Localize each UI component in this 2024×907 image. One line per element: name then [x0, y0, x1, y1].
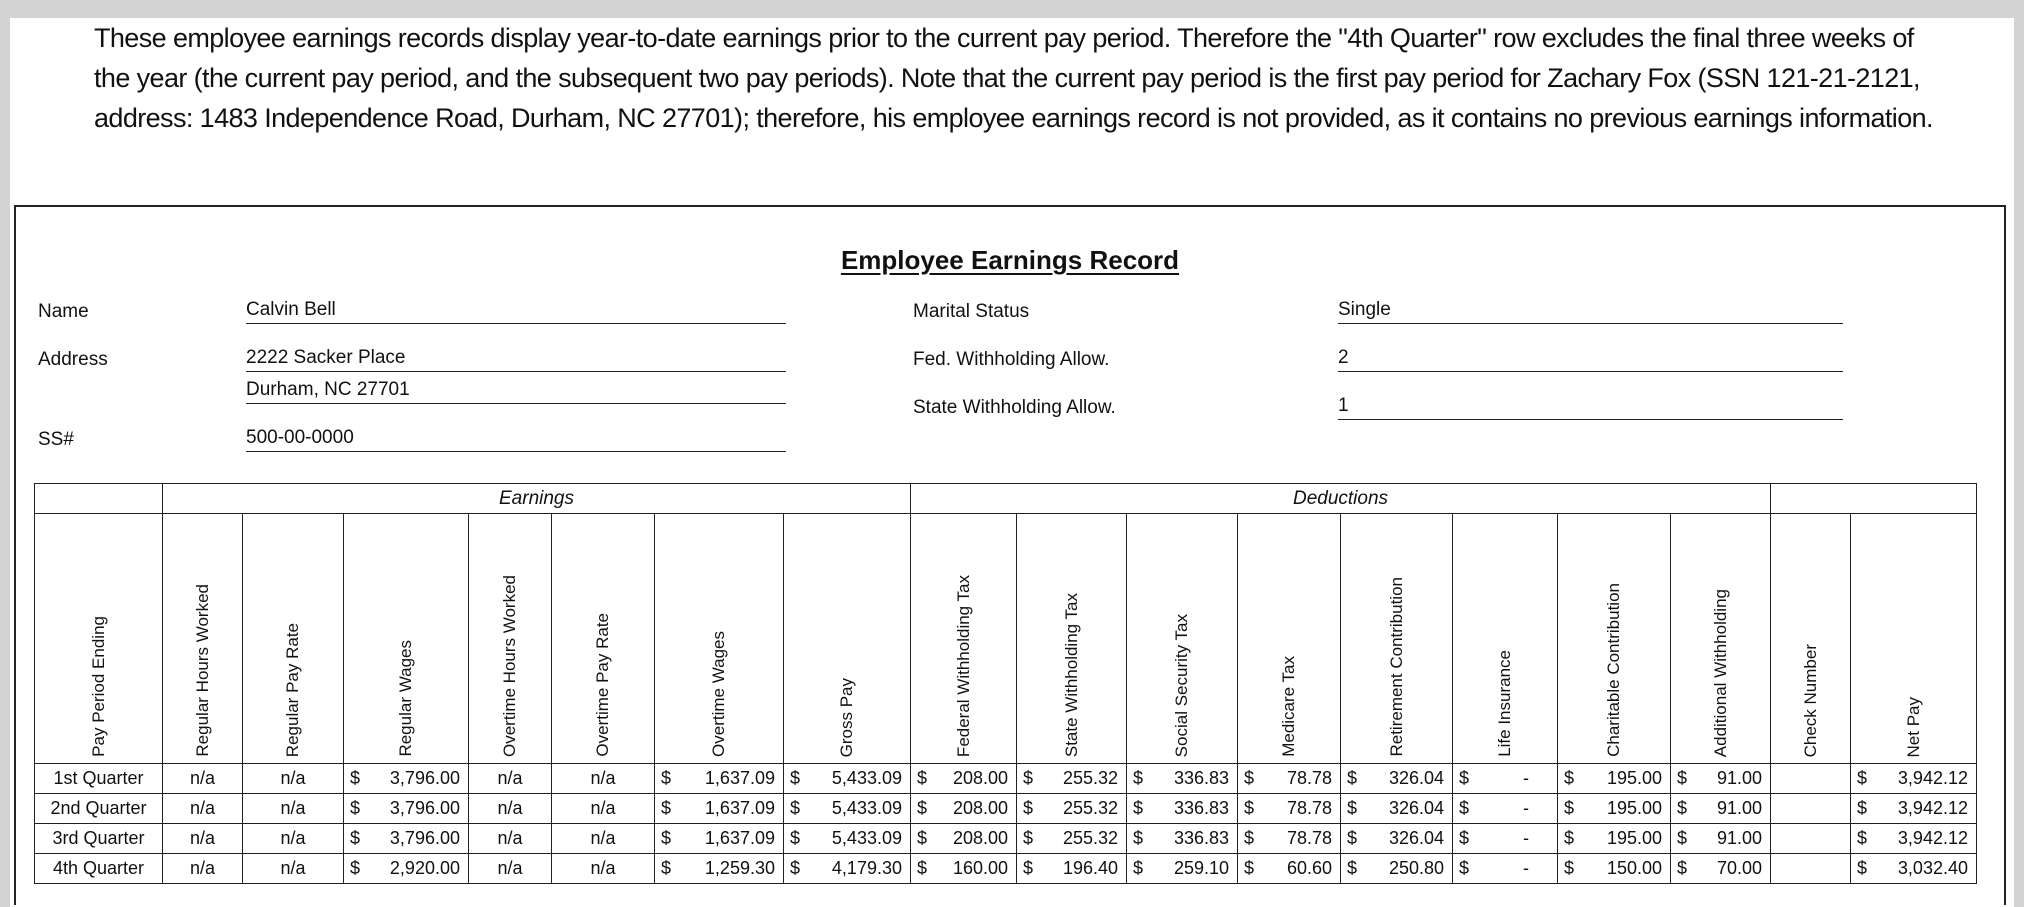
cell-value: 3,796.00	[389, 798, 460, 818]
column-header	[911, 514, 1017, 764]
cell-value: 208.00	[952, 828, 1008, 848]
cell-value: 208.00	[952, 768, 1008, 788]
state-allowance-value: 1	[1338, 393, 1843, 420]
cell-value: 160.00	[952, 858, 1008, 878]
currency-symbol: $	[1133, 768, 1144, 788]
table-cell: n/a	[469, 854, 552, 884]
table-cell	[1671, 794, 1771, 824]
name-value: Calvin Bell	[246, 297, 786, 324]
table-row	[35, 854, 1977, 884]
cell-value: 336.83	[1173, 828, 1229, 848]
currency-symbol: $	[1857, 768, 1868, 788]
cell-value: 250.80	[1388, 858, 1444, 878]
column-header-label: Net Pay	[1903, 696, 1923, 757]
currency-symbol: $	[790, 828, 801, 848]
earnings-record	[14, 205, 2006, 905]
fed-allowance-label: Fed. Withholding Allow.	[913, 349, 1110, 370]
cell-value: 1,637.09	[704, 828, 775, 848]
column-header	[1558, 514, 1671, 764]
currency-symbol: $	[1347, 798, 1358, 818]
table-cell: 3rd Quarter	[35, 824, 163, 854]
table-cell	[1558, 764, 1671, 794]
currency-symbol: $	[350, 828, 361, 848]
cell-value: 5,433.09	[831, 768, 902, 788]
table-cell: n/a	[163, 764, 243, 794]
ssn-value: 500-00-0000	[246, 425, 786, 452]
currency-symbol: $	[1857, 798, 1868, 818]
table-row	[35, 794, 1977, 824]
currency-symbol: $	[1459, 858, 1470, 878]
currency-symbol: $	[661, 858, 672, 878]
cell-value: -	[1523, 768, 1529, 788]
table-cell	[1127, 824, 1238, 854]
currency-symbol: $	[917, 798, 928, 818]
cell-value: 2,920.00	[389, 858, 460, 878]
table-cell	[1453, 824, 1558, 854]
cell-value: 5,433.09	[831, 798, 902, 818]
table-cell	[1017, 794, 1127, 824]
currency-symbol: $	[1564, 828, 1575, 848]
marital-status-value: Single	[1338, 297, 1843, 324]
cell-value: 326.04	[1388, 828, 1444, 848]
currency-symbol: $	[661, 828, 672, 848]
state-allowance-label: State Withholding Allow.	[913, 397, 1116, 418]
cell-value: 78.78	[1286, 768, 1332, 788]
table-cell: n/a	[163, 824, 243, 854]
cell-value: 1,637.09	[704, 798, 775, 818]
table-cell: n/a	[469, 824, 552, 854]
column-header	[552, 514, 655, 764]
record-title: Employee Earnings Record	[840, 245, 1180, 275]
table-cell	[1771, 764, 1851, 794]
table-cell: n/a	[469, 764, 552, 794]
cell-value: 255.32	[1062, 798, 1118, 818]
table-cell: 2nd Quarter	[35, 794, 163, 824]
deductions-group-label: Deductions	[911, 484, 1771, 514]
table-cell	[1017, 854, 1127, 884]
address-line1: 2222 Sacker Place	[246, 345, 786, 372]
ssn-label: SS#	[38, 429, 74, 450]
address-label: Address	[38, 349, 108, 370]
currency-symbol: $	[917, 858, 928, 878]
column-header	[784, 514, 911, 764]
cell-value: 3,796.00	[389, 828, 460, 848]
table-cell	[1127, 764, 1238, 794]
table-cell	[911, 794, 1017, 824]
currency-symbol: $	[1347, 828, 1358, 848]
currency-symbol: $	[790, 798, 801, 818]
column-header-label: Regular Pay Rate	[283, 622, 302, 757]
table-cell	[655, 824, 784, 854]
cell-value: 259.10	[1173, 858, 1229, 878]
cell-value: 255.32	[1062, 768, 1118, 788]
cell-value: 326.04	[1388, 798, 1444, 818]
table-cell	[911, 824, 1017, 854]
table-cell: n/a	[552, 794, 655, 824]
table-cell	[1851, 764, 1977, 794]
table-cell	[911, 764, 1017, 794]
table-cell	[1127, 794, 1238, 824]
table-cell	[1238, 854, 1341, 884]
currency-symbol: $	[661, 768, 672, 788]
table-cell	[1238, 824, 1341, 854]
table-cell: n/a	[163, 854, 243, 884]
table-cell	[344, 824, 469, 854]
column-header	[1238, 514, 1341, 764]
table-cell	[1127, 854, 1238, 884]
column-header-label: Life Insurance	[1495, 650, 1514, 757]
cell-value: -	[1523, 858, 1529, 878]
currency-symbol: $	[1677, 828, 1688, 848]
table-row	[35, 764, 1977, 794]
cell-value: 1,259.30	[704, 858, 775, 878]
currency-symbol: $	[917, 828, 928, 848]
currency-symbol: $	[1133, 858, 1144, 878]
currency-symbol: $	[790, 858, 801, 878]
cell-value: 70.00	[1716, 858, 1762, 878]
cell-value: 3,942.12	[1897, 798, 1968, 818]
column-header	[1017, 514, 1127, 764]
currency-symbol: $	[1857, 858, 1868, 878]
table-cell	[1017, 764, 1127, 794]
cell-value: 3,032.40	[1897, 858, 1968, 878]
table-cell	[344, 764, 469, 794]
cell-value: -	[1523, 798, 1529, 818]
currency-symbol: $	[1857, 828, 1868, 848]
earnings-group-label: Earnings	[163, 484, 911, 514]
table-cell	[655, 794, 784, 824]
column-header	[35, 514, 163, 764]
group-header-row	[35, 484, 1977, 514]
currency-symbol: $	[1023, 828, 1034, 848]
column-header	[1127, 514, 1238, 764]
table-cell	[344, 794, 469, 824]
table-cell	[1341, 794, 1453, 824]
name-label: Name	[38, 301, 89, 322]
column-header-label: Regular Wages	[396, 640, 415, 757]
column-header	[1341, 514, 1453, 764]
table-cell	[1453, 854, 1558, 884]
column-header	[243, 514, 344, 764]
table-cell	[1851, 794, 1977, 824]
currency-symbol: $	[350, 858, 361, 878]
table-cell	[1341, 854, 1453, 884]
currency-symbol: $	[1244, 828, 1255, 848]
currency-symbol: $	[1564, 858, 1575, 878]
cell-value: 3,796.00	[389, 768, 460, 788]
table-cell: n/a	[552, 854, 655, 884]
table-cell	[1341, 824, 1453, 854]
column-header-label: Regular Hours Worked	[192, 584, 212, 757]
cell-value: -	[1523, 828, 1529, 848]
cell-value: 91.00	[1716, 768, 1762, 788]
column-header	[469, 514, 552, 764]
table-cell	[1558, 824, 1671, 854]
table-cell: n/a	[552, 764, 655, 794]
currency-symbol: $	[1133, 828, 1144, 848]
table-cell: 4th Quarter	[35, 854, 163, 884]
table-cell	[1558, 794, 1671, 824]
cell-value: 5,433.09	[831, 828, 902, 848]
fed-allowance-value: 2	[1338, 345, 1843, 372]
column-header-label: Federal Withholding Tax	[953, 574, 973, 757]
cell-value: 91.00	[1716, 798, 1762, 818]
column-header	[344, 514, 469, 764]
currency-symbol: $	[1244, 768, 1255, 788]
table-cell: 1st Quarter	[35, 764, 163, 794]
currency-symbol: $	[1677, 858, 1688, 878]
currency-symbol: $	[1459, 768, 1470, 788]
column-header	[1851, 514, 1977, 764]
table-cell	[1671, 854, 1771, 884]
currency-symbol: $	[350, 768, 361, 788]
table-cell	[1341, 764, 1453, 794]
cell-value: 150.00	[1606, 858, 1662, 878]
table-cell	[784, 854, 911, 884]
table-cell	[1558, 854, 1671, 884]
cell-value: 3,942.12	[1897, 828, 1968, 848]
table-cell	[1238, 764, 1341, 794]
column-header	[655, 514, 784, 764]
cell-value: 195.00	[1606, 798, 1662, 818]
column-header-label: Medicare Tax	[1279, 656, 1298, 757]
table-cell	[655, 854, 784, 884]
cell-value: 336.83	[1173, 798, 1229, 818]
currency-symbol: $	[1459, 798, 1470, 818]
currency-symbol: $	[1564, 798, 1575, 818]
marital-status-label: Marital Status	[913, 301, 1030, 322]
cell-value: 78.78	[1286, 798, 1332, 818]
currency-symbol: $	[1677, 798, 1688, 818]
currency-symbol: $	[917, 768, 928, 788]
address-line2: Durham, NC 27701	[246, 377, 786, 404]
table-cell	[1771, 854, 1851, 884]
currency-symbol: $	[1347, 858, 1358, 878]
table-cell	[911, 854, 1017, 884]
table-cell	[344, 854, 469, 884]
currency-symbol: $	[1244, 858, 1255, 878]
table-cell	[1017, 824, 1127, 854]
earnings-table	[34, 483, 1977, 884]
table-cell: n/a	[469, 794, 552, 824]
cell-value: 196.40	[1062, 858, 1118, 878]
column-header-label: Overtime Pay Rate	[593, 613, 612, 757]
cell-value: 3,942.12	[1897, 768, 1968, 788]
cell-value: 255.32	[1062, 828, 1118, 848]
column-header-label: Additional Withholding	[1710, 588, 1730, 757]
column-header	[1453, 514, 1558, 764]
table-cell: n/a	[243, 854, 344, 884]
table-cell	[1453, 764, 1558, 794]
table-cell	[784, 794, 911, 824]
cell-value: 208.00	[952, 798, 1008, 818]
currency-symbol: $	[790, 768, 801, 788]
table-cell	[1453, 794, 1558, 824]
cell-value: 1,637.09	[704, 768, 775, 788]
column-header-label: Social Security Tax	[1172, 613, 1191, 757]
column-header	[163, 514, 243, 764]
table-cell	[1771, 824, 1851, 854]
cell-value: 60.60	[1286, 858, 1332, 878]
column-header-row	[35, 514, 1977, 764]
table-cell: n/a	[243, 824, 344, 854]
table-cell	[1238, 794, 1341, 824]
column-header-label: Retirement Contribution	[1386, 577, 1406, 757]
intro-paragraph: These employee earnings records display year-to-date earnings prior to the current pay period. Therefore the "4th Quarter" row excludes the final three weeks of the year (the current pay period, and the subsequent two pay periods). Note that the current pay period is the first pay period for Zachary Fox (SSN 121-21-2121, address: 1483 Independence Road, Durham, NC 27701); therefore, his employee earnings record is not provided, as it contains no previous earnings information.	[94, 23, 1933, 133]
column-header-label: Overtime Hours Worked	[500, 574, 519, 757]
cell-value: 326.04	[1388, 768, 1444, 788]
currency-symbol: $	[1023, 768, 1034, 788]
table-cell: n/a	[552, 824, 655, 854]
cell-value: 91.00	[1716, 828, 1762, 848]
cell-value: 336.83	[1173, 768, 1229, 788]
currency-symbol: $	[1244, 798, 1255, 818]
column-header	[1671, 514, 1771, 764]
currency-symbol: $	[1023, 858, 1034, 878]
column-header-label: State Withholding Tax	[1061, 592, 1081, 757]
currency-symbol: $	[661, 798, 672, 818]
currency-symbol: $	[1023, 798, 1034, 818]
currency-symbol: $	[1564, 768, 1575, 788]
column-header-label: Gross Pay	[837, 677, 856, 757]
table-cell	[784, 764, 911, 794]
table-cell	[1771, 794, 1851, 824]
currency-symbol: $	[1459, 828, 1470, 848]
cell-value: 4,179.30	[831, 858, 902, 878]
cell-value: 195.00	[1606, 828, 1662, 848]
table-cell	[1671, 824, 1771, 854]
currency-symbol: $	[350, 798, 361, 818]
table-cell	[655, 764, 784, 794]
table-cell: n/a	[163, 794, 243, 824]
cell-value: 195.00	[1606, 768, 1662, 788]
column-header-label: Overtime Wages	[709, 631, 728, 757]
column-header-label: Charitable Contribution	[1604, 583, 1623, 757]
table-cell	[1851, 824, 1977, 854]
currency-symbol: $	[1347, 768, 1358, 788]
table-cell	[1851, 854, 1977, 884]
cell-value: 78.78	[1286, 828, 1332, 848]
table-cell: n/a	[243, 764, 344, 794]
column-header-label: Pay Period Ending	[88, 616, 108, 757]
currency-symbol: $	[1133, 798, 1144, 818]
table-cell: n/a	[243, 794, 344, 824]
currency-symbol: $	[1677, 768, 1688, 788]
table-cell	[784, 824, 911, 854]
table-row	[35, 824, 1977, 854]
table-cell	[1671, 764, 1771, 794]
column-header	[1771, 514, 1851, 764]
column-header-label: Check Number	[1800, 643, 1820, 757]
